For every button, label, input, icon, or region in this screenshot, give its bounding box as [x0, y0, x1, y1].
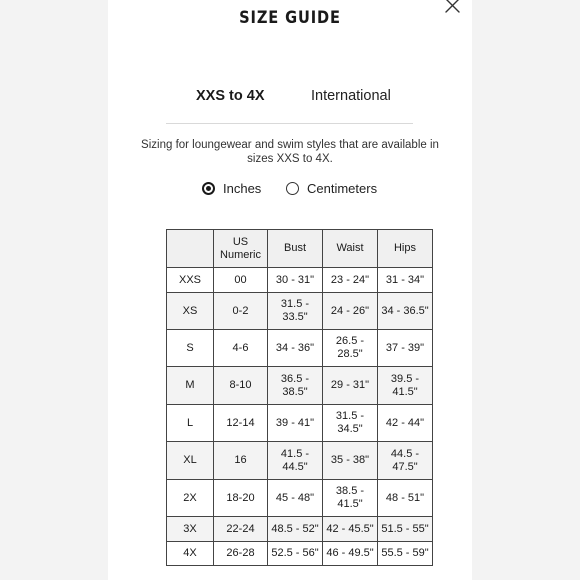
cell-hips: 37 - 39"	[378, 330, 433, 367]
header-size	[167, 230, 214, 268]
cell-size: S	[167, 330, 214, 367]
cell-waist: 24 - 26"	[323, 293, 378, 330]
cell-waist: 46 - 49.5"	[323, 542, 378, 566]
cell-waist: 31.5 - 34.5"	[323, 405, 378, 442]
table-row	[167, 442, 433, 480]
cell-us-numeric: 12-14	[214, 405, 268, 442]
table-row	[167, 517, 433, 542]
cell-size: XS	[167, 293, 214, 330]
cell-waist: 26.5 - 28.5"	[323, 330, 378, 367]
cell-bust: 30 - 31"	[268, 268, 323, 293]
cell-us-numeric: 16	[214, 442, 268, 480]
unit-option-inches[interactable]	[202, 179, 261, 197]
page-title: SIZE GUIDE	[239, 8, 341, 28]
unit-selector	[0, 179, 580, 197]
cell-size: 4X	[167, 542, 214, 566]
cell-bust: 52.5 - 56"	[268, 542, 323, 566]
size-table	[166, 229, 433, 566]
tab-international[interactable]: International	[311, 88, 391, 104]
table-row	[167, 405, 433, 442]
cell-bust: 31.5 - 33.5"	[268, 293, 323, 330]
header-us-numeric: US Numeric	[214, 230, 268, 268]
cell-waist: 42 - 45.5"	[323, 517, 378, 542]
table-row	[167, 330, 433, 367]
cell-waist: 29 - 31"	[323, 367, 378, 405]
cell-bust: 41.5 - 44.5"	[268, 442, 323, 480]
cell-us-numeric: 18-20	[214, 480, 268, 517]
cell-hips: 39.5 - 41.5"	[378, 367, 433, 405]
cell-hips: 44.5 - 47.5"	[378, 442, 433, 480]
cell-bust: 34 - 36"	[268, 330, 323, 367]
table-row	[167, 542, 433, 566]
unit-label-inches: Inches	[223, 180, 262, 196]
cell-hips: 51.5 - 55"	[378, 517, 433, 542]
cell-size: 3X	[167, 517, 214, 542]
cell-us-numeric: 4-6	[214, 330, 268, 367]
cell-us-numeric: 00	[214, 268, 268, 293]
cell-hips: 31 - 34"	[378, 268, 433, 293]
unit-label-centimeters: Centimeters	[307, 180, 378, 196]
cell-size: XL	[167, 442, 214, 480]
cell-hips: 55.5 - 59"	[378, 542, 433, 566]
table-row	[167, 293, 433, 330]
table-row	[167, 268, 433, 293]
cell-bust: 45 - 48"	[268, 480, 323, 517]
tab-xxs-to-4x[interactable]: XXS to 4X	[196, 88, 265, 104]
table-row	[167, 367, 433, 405]
size-tabs	[0, 88, 580, 108]
radio-centimeters[interactable]	[286, 182, 299, 195]
cell-hips: 34 - 36.5"	[378, 293, 433, 330]
close-icon	[444, 0, 461, 14]
cell-bust: 39 - 41"	[268, 405, 323, 442]
cell-bust: 48.5 - 52"	[268, 517, 323, 542]
cell-us-numeric: 8-10	[214, 367, 268, 405]
cell-size: 2X	[167, 480, 214, 517]
sizing-description: Sizing for loungewear and swim styles that are available in sizes XXS to 4X.	[141, 139, 439, 165]
table-header-row	[167, 230, 433, 268]
cell-us-numeric: 22-24	[214, 517, 268, 542]
divider	[166, 123, 413, 124]
close-button[interactable]	[444, 0, 461, 14]
cell-size: L	[167, 405, 214, 442]
cell-size: M	[167, 367, 214, 405]
header-waist: Waist	[323, 230, 378, 268]
cell-size: XXS	[167, 268, 214, 293]
cell-waist: 23 - 24"	[323, 268, 378, 293]
radio-inches[interactable]	[202, 182, 215, 195]
cell-us-numeric: 26-28	[214, 542, 268, 566]
cell-hips: 48 - 51"	[378, 480, 433, 517]
cell-waist: 38.5 - 41.5"	[323, 480, 378, 517]
cell-bust: 36.5 - 38.5"	[268, 367, 323, 405]
table-row	[167, 480, 433, 517]
header-hips: Hips	[378, 230, 433, 268]
unit-option-centimeters[interactable]	[286, 179, 377, 197]
cell-hips: 42 - 44"	[378, 405, 433, 442]
header-bust: Bust	[268, 230, 323, 268]
cell-waist: 35 - 38"	[323, 442, 378, 480]
cell-us-numeric: 0-2	[214, 293, 268, 330]
